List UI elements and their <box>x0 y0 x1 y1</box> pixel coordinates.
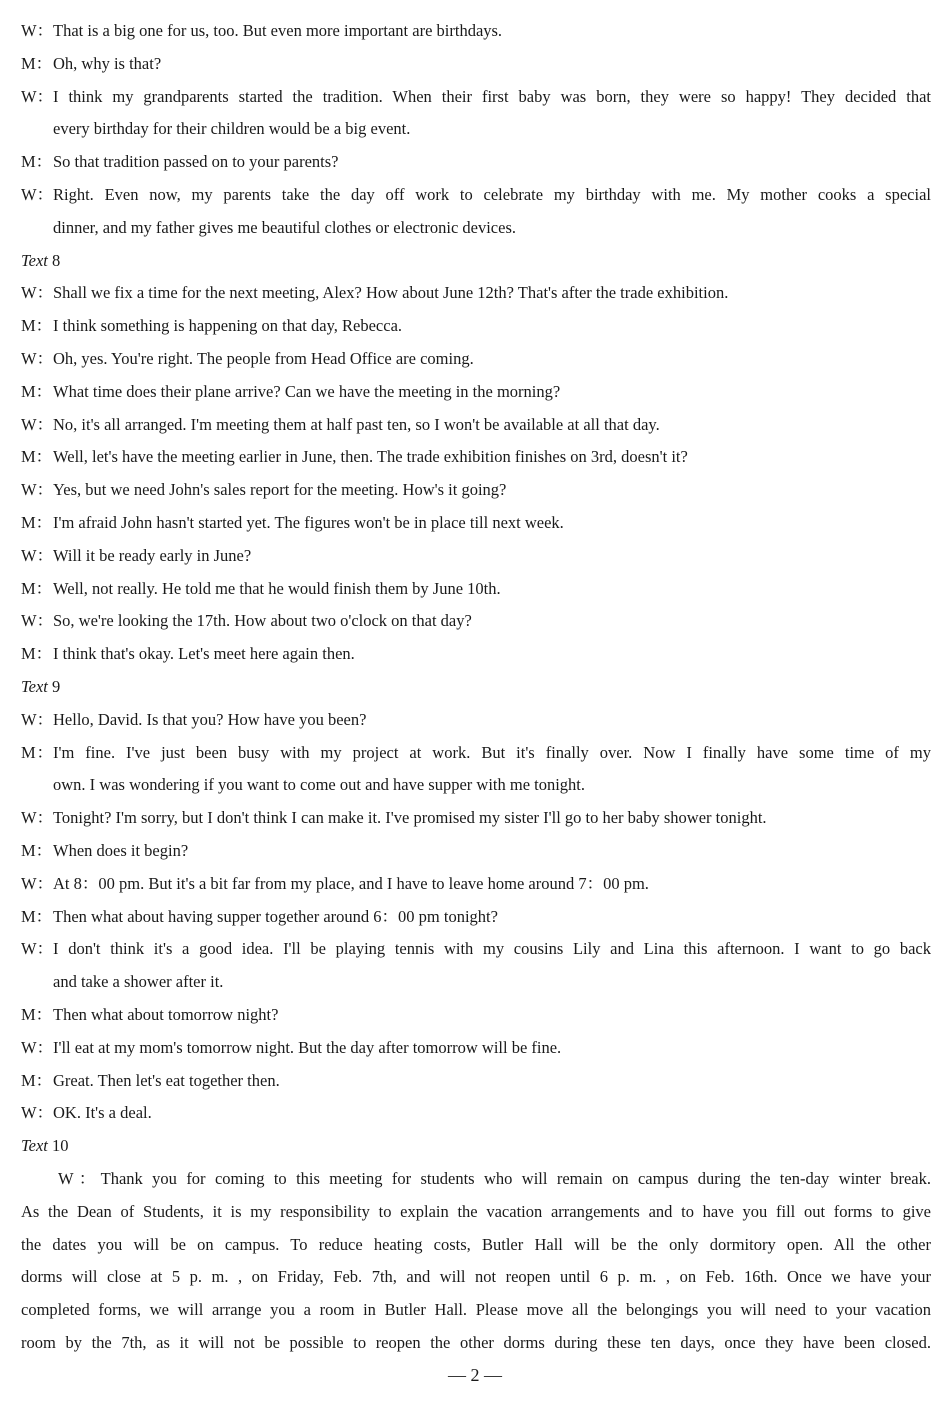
speaker-label: W： <box>21 1037 54 1057</box>
dialogue-line <box>21 382 931 402</box>
line-text: dinner, and my father gives me beautiful clothes or electronic devices. <box>53 217 516 237</box>
dialogue-line <box>21 874 931 894</box>
speaker-label: W： <box>21 939 54 959</box>
line-text: completed forms, we will arrange you a room in Butler Hall. Please move all the belongings you will need to your vacation <box>21 1300 931 1320</box>
page-number: — 2 — <box>448 1365 502 1385</box>
speaker-label: M： <box>21 906 53 926</box>
dialogue-line <box>21 480 931 500</box>
speaker-label: W： <box>21 414 54 434</box>
section-heading-number: 9 <box>52 677 61 696</box>
line-text: That is a big one for us, too. But even more important are birthdays. <box>53 21 503 40</box>
section-heading-number: 10 <box>52 1136 69 1156</box>
dialogue-line <box>21 710 931 730</box>
dialogue-line <box>21 1103 931 1123</box>
line-text: I'm afraid John hasn't started yet. The figures won't be in place till next week. <box>53 513 564 532</box>
paragraph-first-line <box>58 1169 931 1189</box>
line-text: No, it's all arranged. I'm meeting them at half past ten, so I won't be available at all that day. <box>53 414 660 434</box>
line-text: the dates you will be on campus. To reduce heating costs, Butler Hall will be the only dormitory open. All the other <box>21 1234 931 1254</box>
dialogue-line <box>21 415 931 435</box>
section-heading-label: Text <box>21 250 48 270</box>
line-text: Oh, yes. You're right. The people from Head Office are coming. <box>53 349 474 368</box>
line-text: I'll eat at my mom's tomorrow night. But the day after tomorrow will be fine. <box>53 1037 562 1057</box>
text-line <box>53 119 931 139</box>
dialogue-line <box>21 87 931 107</box>
dialogue-line <box>21 1005 931 1025</box>
line-text: Yes, but we need John's sales report for the meeting. How's it going? <box>53 480 507 500</box>
line-text: Tonight? I'm sorry, but I don't think I can make it. I've promised my sister I'll go to her baby shower tonight. <box>53 808 767 828</box>
dialogue-line <box>21 939 931 959</box>
dialogue-line <box>21 54 931 74</box>
speaker-label: W： <box>21 21 54 40</box>
speaker-label: W： <box>21 1103 54 1123</box>
speaker-label: W： <box>21 349 54 368</box>
line-text: So, we're looking the 17th. How about two o'clock on that day? <box>53 611 472 631</box>
line-text: As the Dean of Students, it is my responsibility to explain the vacation arrangements and to have you fill out forms to give <box>21 1201 931 1221</box>
line-text: I think my grandparents started the tradition. When their first baby was born, they were so happy! They decided that <box>53 86 931 106</box>
line-text: What time does their plane arrive? Can we have the meeting in the morning? <box>53 381 561 401</box>
speaker-label: W： <box>21 480 54 500</box>
text-line <box>53 775 931 795</box>
dialogue-line <box>21 1071 931 1091</box>
text-line <box>21 1300 931 1320</box>
line-text: When does it begin? <box>53 841 189 860</box>
line-text: Then what about having supper together around 6：00 pm tonight? <box>53 906 498 926</box>
line-text: W：Thank you for coming to this meeting for students who will remain on campus during the ten-day winter break. <box>58 1169 931 1188</box>
dialogue-line <box>21 283 931 303</box>
dialogue-line <box>21 611 931 631</box>
text-line <box>21 1267 931 1287</box>
line-text: Hello, David. Is that you? How have you been? <box>53 709 367 729</box>
dialogue-line <box>21 185 931 205</box>
line-text: Great. Then let's eat together then. <box>53 1070 280 1090</box>
line-text: Well, not really. He told me that he would finish them by June 10th. <box>53 578 501 598</box>
speaker-label: M： <box>21 53 53 73</box>
dialogue-line <box>21 447 931 467</box>
line-text: I don't think it's a good idea. I'll be playing tennis with my cousins Lily and Lina this afternoon. I want to go back <box>53 939 931 959</box>
section-heading <box>21 677 931 697</box>
line-text: Then what about tomorrow night? <box>53 1005 279 1024</box>
line-text: dorms will close at 5 p. m. , on Friday, Feb. 7th, and will not reopen until 6 p. m. , on Feb. 16th. Once we have your <box>21 1267 931 1287</box>
speaker-label: M： <box>21 381 53 401</box>
dialogue-line <box>21 841 931 861</box>
line-text: OK. It's a deal. <box>53 1103 152 1123</box>
line-text: Shall we fix a time for the next meeting, Alex? How about June 12th? That's after the trade exhibition. <box>53 283 729 303</box>
speaker-label: M： <box>21 316 53 336</box>
dialogue-line <box>21 1038 931 1058</box>
speaker-label: M： <box>21 1070 53 1090</box>
section-heading-label: Text <box>21 1136 48 1156</box>
speaker-label: W： <box>21 709 54 729</box>
text-line <box>21 1235 931 1255</box>
dialogue-line <box>21 907 931 927</box>
line-text: At 8：00 pm. But it's a bit far from my place, and I have to leave home around 7：00 pm. <box>53 873 649 893</box>
dialogue-line <box>21 316 931 336</box>
speaker-label: W： <box>21 545 54 565</box>
line-text: own. I was wondering if you want to come out and have supper with me tonight. <box>53 775 586 795</box>
dialogue-line <box>21 743 931 763</box>
speaker-label: W： <box>21 611 54 631</box>
line-text: I think something is happening on that day, Rebecca. <box>53 316 403 336</box>
dialogue-line <box>21 349 931 369</box>
section-heading-number: 8 <box>52 250 61 270</box>
speaker-label: M： <box>21 841 53 860</box>
line-text: I'm fine. I've just been busy with my project at work. But it's finally over. Now I finally have some time of my <box>53 742 931 762</box>
speaker-label: M： <box>21 513 53 532</box>
dialogue-line <box>21 579 931 599</box>
section-heading-label: Text <box>21 677 48 696</box>
dialogue-line <box>21 808 931 828</box>
speaker-label: M： <box>21 578 53 598</box>
speaker-label: M： <box>21 644 53 664</box>
speaker-label: M： <box>21 1005 53 1024</box>
speaker-label: W： <box>21 873 54 893</box>
section-heading <box>21 251 931 271</box>
line-text: Will it be ready early in June? <box>53 545 252 565</box>
speaker-label: W： <box>21 808 54 828</box>
dialogue-line <box>21 546 931 566</box>
dialogue-line <box>21 21 931 41</box>
line-text: room by the 7th, as it will not be possible to reopen the other dorms during these ten days, once they have been closed. <box>21 1333 931 1352</box>
text-line <box>53 218 931 238</box>
text-line <box>21 1333 931 1353</box>
dialogue-line <box>21 513 931 533</box>
line-text: I think that's okay. Let's meet here again then. <box>53 644 355 664</box>
line-text: So that tradition passed on to your parents? <box>53 152 339 172</box>
line-text: every birthday for their children would be a big event. <box>53 119 411 139</box>
section-heading <box>21 1136 931 1156</box>
text-line <box>21 1202 931 1222</box>
dialogue-line <box>21 152 931 172</box>
line-text: Right. Even now, my parents take the day off work to celebrate my birthday with me. My mother cooks a special <box>53 185 931 204</box>
speaker-label: M： <box>21 447 53 467</box>
line-text: Oh, why is that? <box>53 53 162 73</box>
speaker-label: W： <box>21 283 54 303</box>
speaker-label: W： <box>21 185 54 204</box>
dialogue-line <box>21 644 931 664</box>
line-text: Well, let's have the meeting earlier in June, then. The trade exhibition finishes on 3rd, doesn't it? <box>53 447 688 467</box>
text-line <box>53 972 931 992</box>
speaker-label: M： <box>21 152 53 172</box>
line-text: and take a shower after it. <box>53 972 224 992</box>
speaker-label: M： <box>21 742 53 762</box>
speaker-label: W： <box>21 86 54 106</box>
